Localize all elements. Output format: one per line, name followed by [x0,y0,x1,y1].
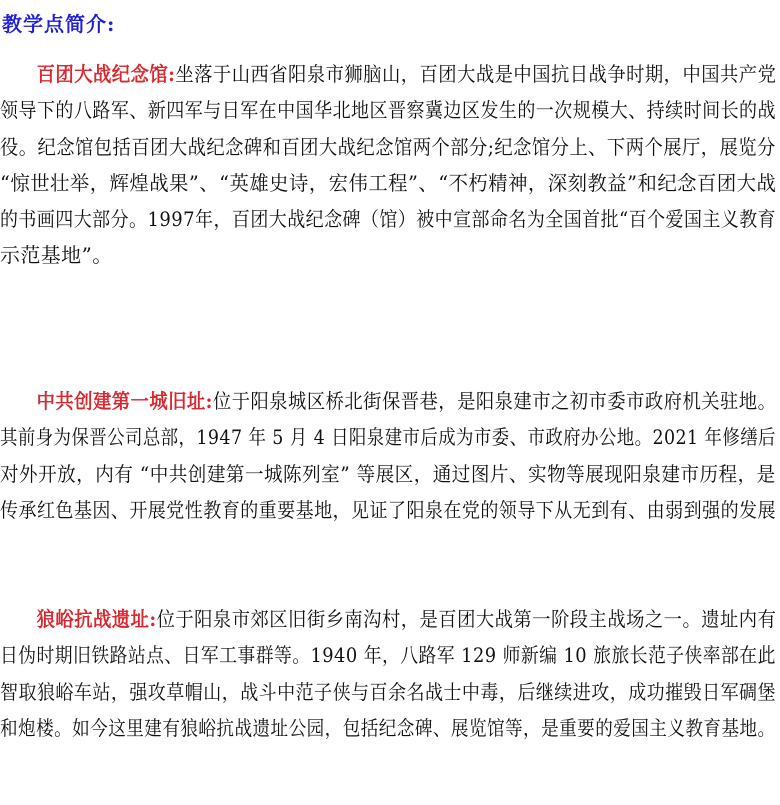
term-label: 中共创建第一城旧址: [36,389,213,413]
term-label: 百团大战纪念馆: [36,62,176,86]
paragraph-langyu-site [0,601,780,746]
paragraph-line: 役。纪念馆包括百团大战纪念碑和百团大战纪念馆两个部分;纪念馆分上、下两个展厅，展览分 [0,134,776,159]
paragraph-text: 坐落于山西省阳泉市狮脑山，百团大战是中国抗日战争时期，中国共产党 [175,62,777,86]
paragraph-line: 示范基地”。 [0,243,113,268]
paragraph-text: 位于阳泉城区桥北街保晋巷，是阳泉建市之初市委市政府机关驻地。 [212,389,777,413]
paragraph-line: 领导下的八路军、新四军与日军在中国华北地区晋察冀边区发生的一次规模大、持续时间长的战 [0,98,776,123]
paragraph-line [0,56,777,92]
section-heading: 教学点简介: [2,12,116,36]
paragraph-line: 的书画四大部分。1997年，百团大战纪念碑（馆）被中宣部命名为全国首批“百个爱国主义教育 [0,207,777,232]
paragraph-line: 智取狼峪车站，强攻草帽山，战斗中范子侠与百余名战士中毒，后继续进攻，成功摧毁日军碉堡 [0,679,776,704]
term-label: 狼峪抗战遗址: [36,607,157,631]
paragraph-line: 日伪时期旧铁路站点、日军工事群等。1940 年，八路军 129 师新编 10 旅旅长范子侠率部在此 [0,643,776,668]
paragraph-line [0,383,777,419]
paragraph-line: 其前身为保晋公司总部，1947 年 5 月 4 日阳泉建市后成为市委、市政府办公地。2021 年修缮后 [0,425,776,450]
paragraph-line: 传承红色基因、开展党性教育的重要基地，见证了阳泉在党的领导下从无到有、由弱到强的发展 [0,497,776,522]
paragraph-line: 和炮楼。如今这里建有狼峪抗战遗址公园，包括纪念碑、展览馆等，是重要的爱国主义教育基地。 [0,715,776,740]
paragraph-text: 位于阳泉市郊区旧街乡南沟村，是百团大战第一阶段主战场之一。遗址内有 [156,607,777,631]
paragraph-line: “惊世壮举，辉煌战果”、“英雄史诗，宏伟工程”、“不朽精神，深刻教益”和纪念百团大战 [0,170,777,195]
paragraph-first-city-site [0,383,780,528]
paragraph-baituan-memorial [0,56,780,274]
paragraph-line [0,601,777,637]
paragraph-line: 对外开放，内有 “中共创建第一城陈列室” 等展区，通过图片、实物等展现阳泉建市历程，是 [0,461,776,486]
